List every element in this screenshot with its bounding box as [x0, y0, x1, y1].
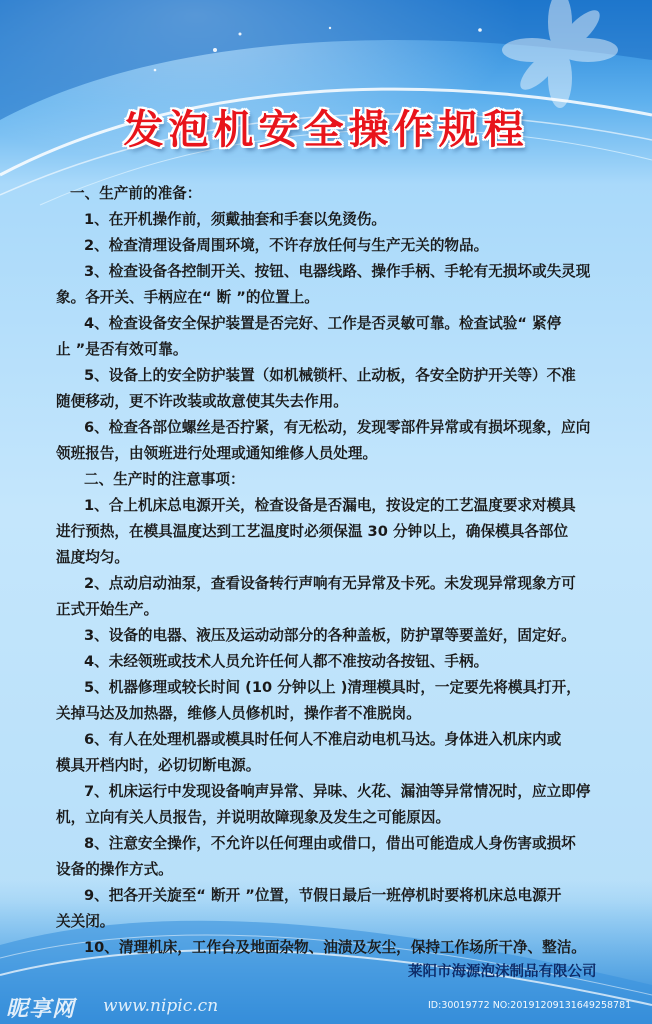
- rule-line: 3、设备的电器、液压及运动动部分的各种盖板，防护罩等要盖好，固定好。: [84, 627, 576, 644]
- rule-line: 关掉马达及加热器，维修人员修机时，操作者不准脱岗。: [56, 705, 421, 722]
- rule-line: 3、检查设备各控制开关、按钮、电器线路、操作手柄、手轮有无损坏或失灵现: [84, 263, 591, 280]
- rule-line: 象。各开关、手柄应在“ 断 ”的位置上。: [56, 289, 319, 306]
- company-name: 莱阳市海源泡沫制品有限公司: [408, 964, 597, 980]
- rule-line: 机，立向有关人员报告，并说明故障现象及发生之可能原因。: [56, 809, 451, 826]
- rule-line: 止 ”是否有效可靠。: [56, 341, 188, 358]
- rule-line: 5、设备上的安全防护装置（如机械锁杆、止动板，各安全防护开关等）不准: [84, 367, 576, 384]
- rule-line: 进行预热，在模具温度达到工艺温度时必须保温 30 分钟以上，确保模具各部位: [56, 523, 569, 540]
- rule-line: 6、检查各部位螺丝是否拧紧，有无松动，发现零部件异常或有损坏现象，应向: [84, 419, 591, 436]
- watermark-id: ID:30019772 NO:20191209131649258781: [428, 1000, 632, 1011]
- rule-line: 1、合上机床总电源开关，检查设备是否漏电，按设定的工艺温度要求对模具: [84, 497, 576, 514]
- section-heading: 二、生产时的注意事项：: [84, 471, 245, 488]
- rule-line: 10、清理机床，工作台及地面杂物、油渍及灰尘，保持工作场所干净、整洁。: [84, 939, 586, 956]
- watermark-logo: 昵享网: [6, 996, 76, 1022]
- rule-line: 5、机器修理或较长时间 (10 分钟以上 )清理模具时，一定要先将模具打开，: [84, 679, 581, 696]
- rule-line: 温度均匀。: [56, 549, 129, 566]
- rule-line: 1、在开机操作前，须戴抽套和手套以免烫伤。: [84, 211, 387, 228]
- rule-line: 随便移动，更不许改装或故意使其失去作用。: [56, 393, 348, 410]
- rule-line: 8、注意安全操作，不允许以任何理由或借口，借出可能造成人身伤害或损坏: [84, 835, 576, 852]
- rule-line: 2、检查清理设备周围环境，不许存放任何与生产无关的物品。: [84, 237, 489, 254]
- rule-line: 2、点动启动油泵，查看设备转行声响有无异常及卡死。未发现异常现象方可: [84, 575, 576, 592]
- watermark-url: www.nipic.cn: [103, 996, 219, 1016]
- rule-line: 模具开档内时，必切切断电源。: [56, 757, 261, 774]
- rule-line: 6、有人在处理机器或模具时任何人不准启动电机马达。身体进入机床内或: [84, 731, 562, 748]
- page-title: 发泡机安全操作规程: [123, 107, 529, 153]
- rule-line: 关关闭。: [56, 913, 115, 930]
- rule-line: 4、未经领班或技术人员允许任何人都不准按动各按钮、手柄。: [84, 653, 489, 670]
- section-heading: 一、生产前的准备：: [70, 185, 202, 202]
- rule-line: 9、把各开关旋至“ 断开 ”位置，节假日最后一班停机时要将机床总电源开: [84, 887, 562, 904]
- rule-line: 7、机床运行中发现设备响声异常、异味、火花、漏油等异常情况时，应立即停: [84, 783, 591, 800]
- rule-line: 正式开始生产。: [56, 601, 159, 618]
- rule-line: 4、检查设备安全保护装置是否完好、工作是否灵敏可靠。检查试验“ 紧停: [84, 315, 562, 332]
- rule-line: 设备的操作方式。: [56, 861, 173, 878]
- rule-line: 领班报告，由领班进行处理或通知维修人员处理。: [56, 445, 378, 462]
